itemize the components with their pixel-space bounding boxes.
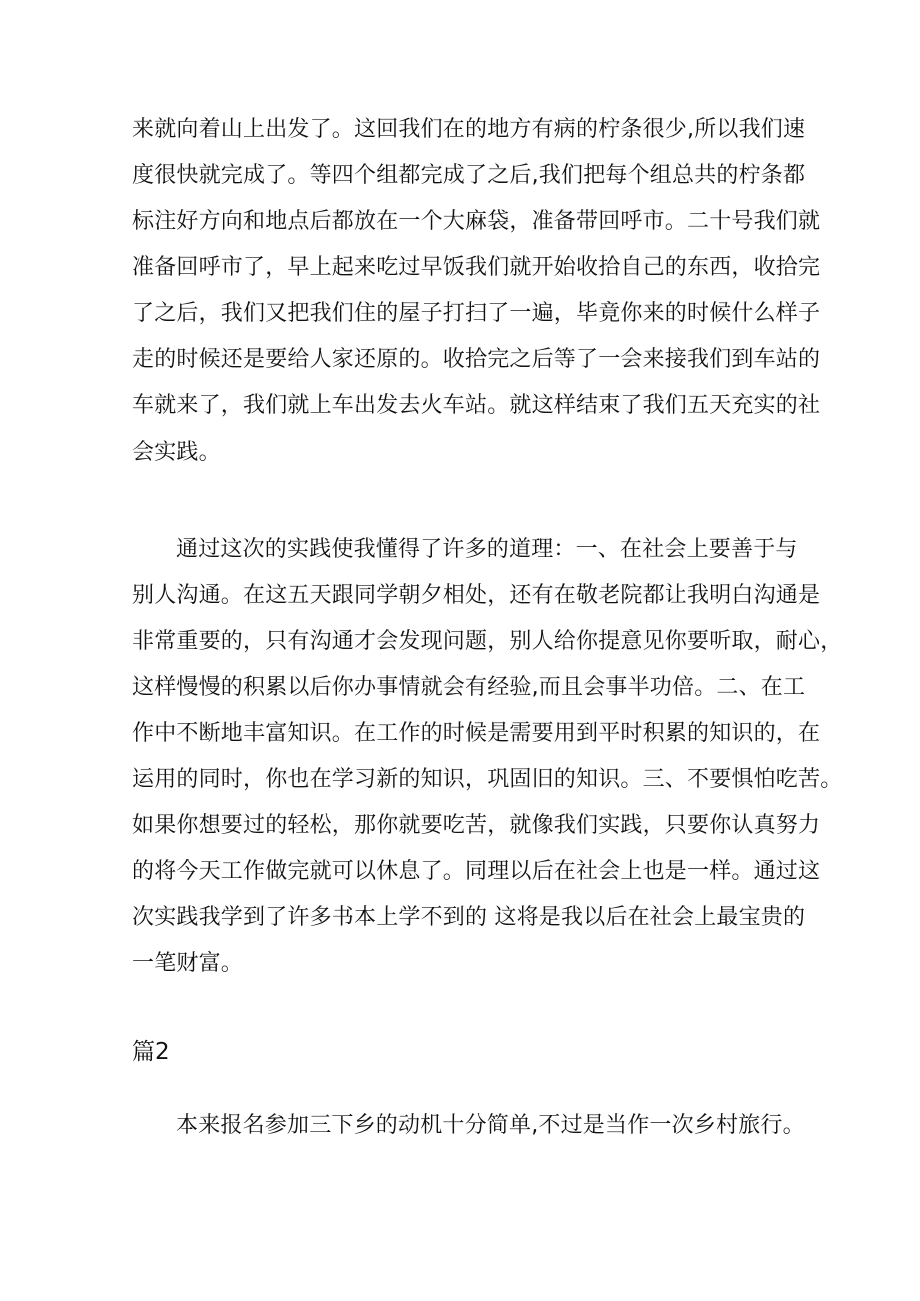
text-line: 了之后，我们又把我们住的屋子打扫了一遍，毕竟你来的时候什么样子 xyxy=(132,301,821,326)
text-line: 一笔财富。 xyxy=(132,951,244,976)
text-line: 的将今天工作做完就可以休息了。同理以后在社会上也是一样。通过这 xyxy=(132,859,821,884)
text-line: 次实践我学到了许多书本上学不到的 这将是我以后在社会上最宝贵的 xyxy=(132,905,806,930)
text-line: 会实践。 xyxy=(132,440,221,465)
text-line: 如果你想要过的轻松，那你就要吃苦，就像我们实践，只要你认真努力 xyxy=(132,813,821,838)
text-line: 走的时候还是要给人家还原的。收拾完之后等了一会来接我们到车站的 xyxy=(132,347,821,372)
text-line: 通过这次的实践使我懂得了许多的道理：一、在社会上要善于与 xyxy=(176,537,798,562)
text-line: 非常重要的，只有沟通才会发现问题，别人给你提意见你要听取，耐心， xyxy=(132,629,843,654)
text-line: 作中不断地丰富知识。在工作的时候是需要用到平时积累的知识的，在 xyxy=(132,721,821,746)
text-line: 准备回呼市了，早上起来吃过早饭我们就开始收拾自己的东西，收拾完 xyxy=(132,255,821,280)
text-line: 标注好方向和地点后都放在一个大麻袋，准备带回呼市。二十号我们就 xyxy=(132,209,821,234)
text-line: 度很快就完成了。等四个组都完成了之后,我们把每个组总共的柠条都 xyxy=(132,163,806,188)
section-heading: 篇2 xyxy=(132,1039,170,1065)
text-line: 这样慢慢的积累以后你办事情就会有经验,而且会事半功倍。二、在工 xyxy=(132,675,806,700)
text-line: 别人沟通。在这五天跟同学朝夕相处，还有在敬老院都让我明白沟通是 xyxy=(132,583,821,608)
text-line: 本来报名参加三下乡的动机十分简单,不过是当作一次乡村旅行。 xyxy=(176,1113,805,1138)
text-line: 运用的同时，你也在学习新的知识，巩固旧的知识。三、不要惧怕吃苦。 xyxy=(132,767,843,792)
text-line: 来就向着山上出发了。这回我们在的地方有病的柠条很少,所以我们速 xyxy=(132,117,806,142)
text-line: 车就来了，我们就上车出发去火车站。就这样结束了我们五天充实的社 xyxy=(132,393,821,418)
